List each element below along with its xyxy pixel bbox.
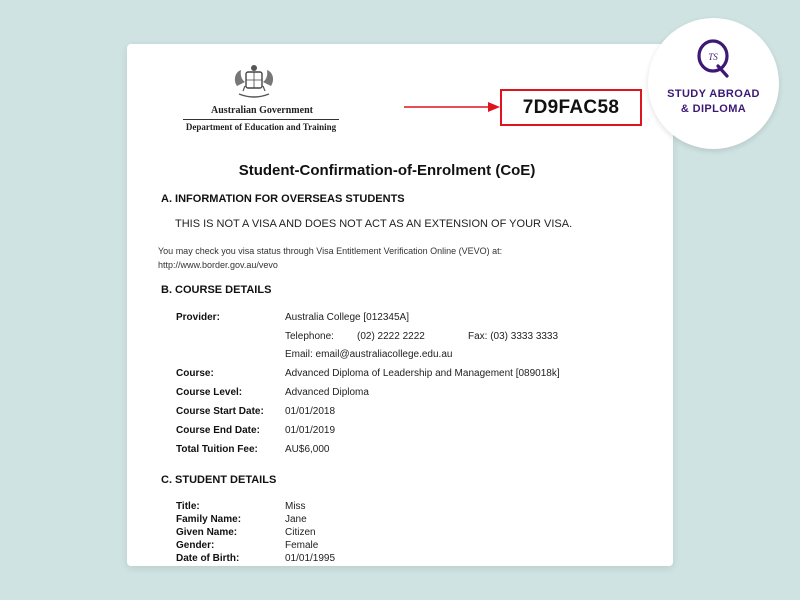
family-name-label: Family Name:: [176, 514, 242, 525]
title-label: Title:: [176, 501, 200, 512]
start-date-value: 01/01/2018: [285, 406, 336, 417]
svg-text:TS: TS: [708, 52, 718, 62]
brand-badge: [648, 18, 779, 149]
coat-of-arms-icon: [231, 64, 277, 100]
family-name-value: Jane: [285, 514, 307, 525]
provider-label: Provider:: [176, 312, 220, 323]
vevo-link[interactable]: http://www.border.gov.au/vevo: [158, 260, 278, 270]
arrow-right-icon: [402, 100, 502, 114]
gender-value: Female: [285, 540, 319, 551]
gender-label: Gender:: [176, 540, 215, 551]
vevo-note: You may check you visa status through Visa Entitlement Verification Online (VEVO) at:: [158, 246, 503, 256]
government-name: Australian Government: [211, 105, 313, 116]
dob-value: 01/01/1995: [285, 553, 336, 564]
course-level-value: Advanced Diploma: [285, 387, 369, 398]
telephone-value: (02) 2222 2222: [357, 331, 425, 342]
header-divider: [183, 119, 339, 120]
department-name: Department of Education and Training: [185, 122, 337, 132]
coe-code-box: 7D9FAC58: [500, 89, 642, 126]
title-value: Miss: [285, 501, 306, 512]
course-label: Course:: [176, 368, 214, 379]
document-title: Student-Confirmation-of-Enrolment (CoE): [238, 162, 536, 179]
brand-name-line2: & DIPLOMA: [680, 103, 747, 115]
visa-notice: THIS IS NOT A VISA AND DOES NOT ACT AS AN EXTENSION OF YOUR VISA.: [175, 218, 573, 230]
course-level-label: Course Level:: [176, 387, 243, 398]
brand-name-line1: STUDY ABROAD: [667, 88, 760, 100]
tuition-fee-value: AU$6,000: [285, 444, 330, 455]
given-name-value: Citizen: [285, 527, 316, 538]
dob-label: Date of Birth:: [176, 553, 240, 564]
email-value: Email: email@australiacollege.edu.au: [285, 349, 453, 360]
start-date-label: Course Start Date:: [176, 406, 264, 417]
end-date-value: 01/01/2019: [285, 425, 336, 436]
section-a-heading: A. INFORMATION FOR OVERSEAS STUDENTS: [161, 193, 405, 205]
section-c-heading: C. STUDENT DETAILS: [161, 474, 277, 486]
coe-document: [127, 44, 673, 566]
telephone-label: Telephone:: [285, 331, 334, 342]
fax-value: Fax: (03) 3333 3333: [468, 331, 559, 342]
course-value: Advanced Diploma of Leadership and Management [089018k]: [285, 368, 560, 379]
brand-logo-icon: [694, 38, 732, 78]
tuition-fee-label: Total Tuition Fee:: [176, 444, 258, 455]
given-name-label: Given Name:: [176, 527, 238, 538]
section-b-heading: B. COURSE DETAILS: [161, 284, 272, 296]
end-date-label: Course End Date:: [176, 425, 260, 436]
provider-name: Australia College [012345A]: [285, 312, 409, 323]
